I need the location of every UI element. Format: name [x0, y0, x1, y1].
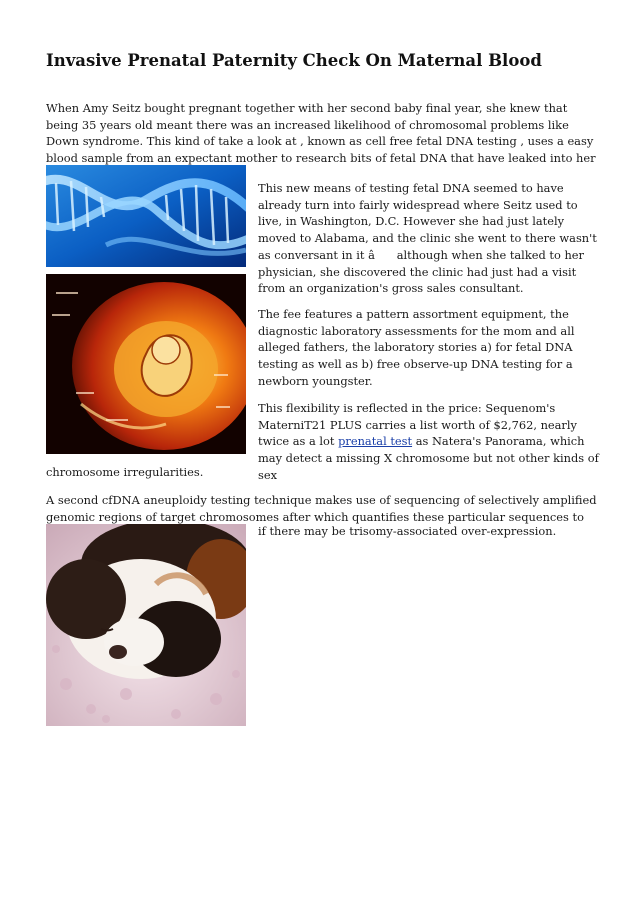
paragraph-fee: The fee features a pattern assortment equipment, the diagnostic laboratory assessments for the mom and all alleged fathers, the laboratory stories a) for fetal DNA testing as well as b) free observe-up DNA testing for a newborn youngster.: [258, 307, 575, 388]
price-text-after: as Natera's Panorama, which may detect a missing X chromosome but not other kinds of sex: [258, 434, 599, 482]
paragraph-sequencing: A second cfDNA aneuploidy testing technique makes use of sequencing of selectively amplified genomic regions of target chromosomes after which quantifies these particular sequences to: [46, 493, 597, 524]
prenatal-test-link[interactable]: prenatal test: [338, 434, 413, 449]
price-text-before: This flexibility is reflected in the price: Sequenom's MaterniT21 PLUS carries a list worth of $2,762, nearly twice as a lot: [258, 401, 577, 449]
dna-helix-image: [46, 165, 246, 267]
page-title: Invasive Prenatal Paternity Check On Maternal Blood: [46, 51, 542, 70]
sleeping-puppy-image: [46, 524, 246, 726]
paragraph-intro: When Amy Seitz bought pregnant together with her second baby final year, she knew that being 35 years old meant there was an increased likelihood of chromosomal problems like Down syndrome. This kind of take a look at , known as cell free fetal DNA testing , uses a easy blood sample from an expectant mother to research bits of fetal DNA that have leaked into her: [46, 101, 596, 166]
paragraph-clinic: This new means of testing fetal DNA seemed to have already turn into fairly widespread where Seitz used to live, in Washington, D.C. However she had just lately moved to Alabama, and the clinic she went to there wasn't as conversant in it â although when she talked to her physician, she discovered the clinic had just had a visit from an organization's gross sales consultant.: [258, 181, 597, 296]
fetus-illustration-image: [46, 274, 246, 454]
paragraph-price: [258, 400, 603, 484]
paragraph-price-continued: chromosome irregularities.: [46, 465, 204, 479]
paragraph-sequencing-continued: if there may be trisomy-associated over-expression.: [258, 524, 557, 538]
